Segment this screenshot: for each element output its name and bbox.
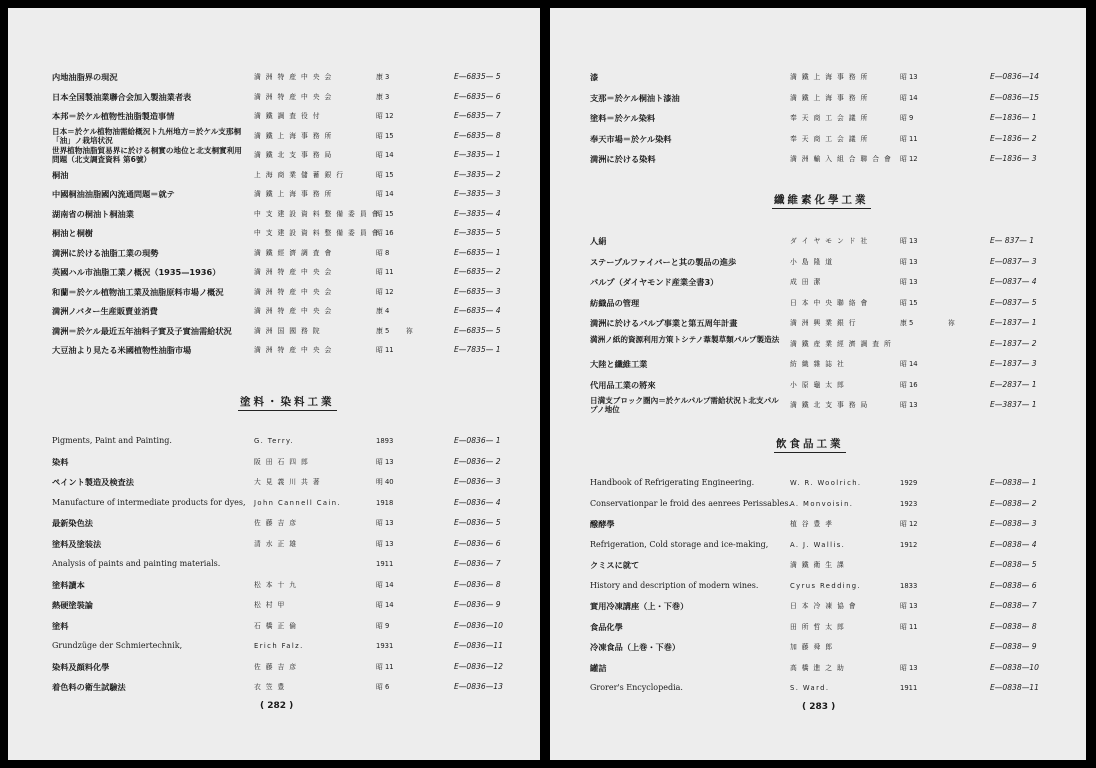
entry-publisher: 満 洲 特 産 中 央 会 xyxy=(254,268,333,276)
entry-year: 1833 xyxy=(900,581,918,590)
entry-title: Conservationpar le froid des aenrees Perissables. xyxy=(590,498,791,508)
entry-publisher: 衣 笠 豊 xyxy=(254,683,286,691)
entry-code: E—0837— 3 xyxy=(990,256,1037,266)
entry-publisher: A. Monvoisin. xyxy=(790,499,854,508)
entry-code: E—3837— 1 xyxy=(990,400,1037,409)
entry-note: 祢 xyxy=(406,326,413,335)
list-item xyxy=(8,619,540,633)
entry-title: 實用冷凍講座（上・下巻） xyxy=(590,601,689,611)
entry-title: 日満支ブロック圏內＝於ケルパルプ需給状況ト北支パルプノ地位 xyxy=(590,396,779,414)
entry-code: E—0836— 4 xyxy=(454,497,501,507)
entry-year: 昭 13 xyxy=(376,539,394,548)
entry-code: E—3835— 3 xyxy=(454,189,501,198)
entry-code: E—0836— 6 xyxy=(454,538,501,548)
list-item xyxy=(550,517,1086,531)
entry-title: 人絹 xyxy=(590,236,607,246)
entry-publisher: 松 本 十 九 xyxy=(254,580,298,589)
entry-code: E—1837— 3 xyxy=(990,359,1037,368)
list-item xyxy=(550,255,1086,269)
section-title: 飲食品工業 xyxy=(774,436,846,453)
list-item xyxy=(8,109,540,123)
list-item xyxy=(8,343,540,357)
right-page xyxy=(550,8,1086,760)
entry-year: 1912 xyxy=(900,540,918,549)
list-item xyxy=(8,496,540,510)
entry-year: 明 40 xyxy=(376,478,394,486)
entry-year: 昭 8 xyxy=(376,248,390,257)
entry-title: Pigments, Paint and Painting. xyxy=(52,436,172,445)
entry-code: E—0837— 4 xyxy=(990,277,1037,286)
entry-year: 1931 xyxy=(376,642,394,650)
entry-code: E—0838— 6 xyxy=(990,580,1037,590)
entry-code: E—0837— 5 xyxy=(990,297,1037,307)
entry-year: 昭 15 xyxy=(900,298,918,307)
entry-code: E—0836—10 xyxy=(454,620,503,630)
entry-code: E—0836— 1 xyxy=(454,436,501,445)
entry-publisher: 満 鐵 衛 生 課 xyxy=(790,561,846,569)
list-item xyxy=(550,132,1086,146)
list-item xyxy=(8,285,540,299)
entry-publisher: 紡 織 雜 誌 社 xyxy=(790,360,846,368)
entry-code: E—6835— 7 xyxy=(454,111,501,120)
entry-title: Grorer's Encyclopedia. xyxy=(590,683,683,692)
entry-title: Grundzüge der Schmiertechnik, xyxy=(52,641,183,650)
entry-publisher: 満 鐵 北 支 事 務 局 xyxy=(790,401,869,409)
list-item xyxy=(8,187,540,201)
entry-year: 昭 9 xyxy=(900,114,914,122)
entry-title: 桐油 xyxy=(52,169,69,180)
entry-year: 昭 14 xyxy=(376,190,394,198)
entry-year: 昭 11 xyxy=(376,346,394,354)
list-item xyxy=(550,275,1086,289)
entry-publisher: 加 藤 舜 郎 xyxy=(790,643,834,651)
entry-year: 昭 14 xyxy=(376,580,394,589)
entry-code: E—0836— 7 xyxy=(454,559,501,568)
entry-title: 代用品工業の將來 xyxy=(590,379,656,390)
entry-publisher: 満 鐵 産 業 經 濟 調 査 所 xyxy=(790,339,893,348)
section-title: 纖維素化學工業 xyxy=(772,192,871,209)
entry-publisher: 高 橋 進 之 助 xyxy=(790,663,846,672)
entry-title: 日本全国製油業聯合会加入製油業者表 xyxy=(52,91,192,102)
entry-title: 内地油脂界の現況 xyxy=(52,72,118,82)
entry-title: 中國桐油油脂國內流通問題＝就テ xyxy=(52,189,175,199)
entry-title: 最新染色法 xyxy=(52,518,93,528)
entry-code: E—0838— 9 xyxy=(990,642,1037,651)
entry-title: 英國ハル市油脂工業ノ概況（1935—1936） xyxy=(52,267,221,277)
entry-year: 1911 xyxy=(376,560,394,568)
list-item xyxy=(550,70,1086,84)
list-item xyxy=(550,620,1086,634)
entry-publisher: 満 洲 特 産 中 央 会 xyxy=(254,73,333,81)
list-item xyxy=(8,434,540,448)
entry-publisher: 満 洲 輸 入 組 合 聯 合 會 xyxy=(790,155,893,163)
entry-publisher: John Cannell Cain. xyxy=(254,498,342,507)
entry-year: 康 5 xyxy=(376,326,390,335)
list-item xyxy=(8,660,540,674)
entry-title: 湖南省の桐油ト桐油業 xyxy=(52,208,134,219)
entry-code: E—6835— 5 xyxy=(454,325,501,335)
entry-code: E—0836—13 xyxy=(454,682,503,691)
entry-code: E—6835— 5 xyxy=(454,72,501,81)
entry-publisher: 中 支 建 設 資 料 整 備 委 員 會 xyxy=(254,229,380,237)
list-item xyxy=(8,246,540,260)
list-item xyxy=(8,126,540,145)
entry-code: E—1836— 2 xyxy=(990,133,1037,143)
entry-publisher: Erich Falz. xyxy=(254,642,304,650)
list-item xyxy=(550,152,1086,166)
list-item xyxy=(550,334,1086,351)
page-number: ( 282 ) xyxy=(260,701,294,711)
list-item xyxy=(550,398,1086,412)
list-item xyxy=(8,598,540,612)
entry-code: E—0836—11 xyxy=(454,641,503,650)
entry-publisher: G. Terry. xyxy=(254,437,295,445)
entry-title: 塗料及塗装法 xyxy=(52,538,102,549)
entry-code: E—0836— 3 xyxy=(454,477,501,486)
list-item xyxy=(8,639,540,653)
entry-code: E—0838— 7 xyxy=(990,601,1037,610)
entry-publisher: Cyrus Redding. xyxy=(790,581,862,590)
entry-code: E—3835— 1 xyxy=(454,150,501,159)
entry-publisher: 奉 天 商 工 会 議 所 xyxy=(790,114,869,122)
entry-title: 冷凍食品（上巻・下巻） xyxy=(590,642,681,652)
entry-code: E—0838—10 xyxy=(990,662,1039,672)
entry-code: E—0836—15 xyxy=(990,92,1039,102)
entry-publisher: 植 谷 豊 孝 xyxy=(790,520,834,528)
left-page xyxy=(8,8,540,760)
entry-year: 昭 13 xyxy=(900,401,918,409)
entry-title: 満洲ノバター生産販賣並消費 xyxy=(52,306,158,316)
entry-title: 満洲＝於ケル最近五年油料子實及子實油需給状況 xyxy=(52,325,232,336)
entry-publisher: 満 鐵 上 海 事 務 所 xyxy=(790,73,869,81)
list-item xyxy=(8,475,540,489)
entry-title: クミスに就て xyxy=(590,560,640,570)
list-item xyxy=(550,296,1086,310)
list-item xyxy=(8,578,540,592)
entry-year: 康 5 xyxy=(900,319,914,327)
entry-title: 熱硬塗裝論 xyxy=(52,600,93,610)
entry-title: 満洲に於ける染料 xyxy=(590,154,656,164)
list-item xyxy=(8,304,540,318)
entry-year: 昭 15 xyxy=(376,170,394,179)
entry-code: E—0838— 8 xyxy=(990,621,1037,631)
entry-year: 昭 11 xyxy=(376,268,394,276)
entry-publisher: 佐 藤 吉 彦 xyxy=(254,519,298,527)
entry-title: 漆 xyxy=(590,72,599,82)
entry-title: 塗料讀本 xyxy=(52,579,85,590)
entry-title: パルプ（ダイヤモンド産業全書3） xyxy=(590,277,719,287)
entry-title: 塗料 xyxy=(52,620,69,631)
entry-publisher: 清 水 正 雄 xyxy=(254,539,298,548)
list-item xyxy=(550,599,1086,613)
entry-year: 昭 14 xyxy=(376,601,394,609)
entry-publisher: 小 原 龜 太 郎 xyxy=(790,380,846,389)
entry-publisher: 満 洲 興 業 銀 行 xyxy=(790,319,857,327)
entry-publisher: 満 洲 特 産 中 央 会 xyxy=(254,92,333,101)
entry-publisher: 満 洲 特 産 中 央 会 xyxy=(254,287,333,296)
entry-year: 昭 6 xyxy=(376,683,390,691)
entry-code: E—0836— 5 xyxy=(454,518,501,527)
list-item xyxy=(550,357,1086,371)
entry-code: E—0836— 8 xyxy=(454,579,501,589)
entry-title: 世界植物油脂貿易界に於ける桐實の地位と北支桐實利用問題（北支調査資料 第6號） xyxy=(52,146,242,164)
list-item xyxy=(550,476,1086,490)
entry-year: 1918 xyxy=(376,498,394,507)
entry-publisher: 満 鐵 上 海 事 務 所 xyxy=(254,190,333,198)
list-item xyxy=(550,538,1086,552)
entry-title: 大陸と纖維工業 xyxy=(590,359,648,369)
entry-code: E—2837— 1 xyxy=(990,379,1037,389)
entry-code: E—0836— 9 xyxy=(454,600,501,609)
entry-title: 満洲に於ける油脂工業の現勢 xyxy=(52,247,159,258)
entry-year: 昭 16 xyxy=(376,229,394,237)
entry-year: 康 3 xyxy=(376,73,390,81)
entry-year: 昭 15 xyxy=(376,131,394,140)
entry-publisher: ダ イ ヤ モ ン ド 社 xyxy=(790,237,869,245)
entry-publisher: 満 鐵 經 濟 調 査 會 xyxy=(254,248,333,257)
entry-title: 桐油と桐樹 xyxy=(52,228,93,238)
entry-code: E—3835— 2 xyxy=(454,169,501,179)
entry-year: 1893 xyxy=(376,437,394,445)
entry-code: E—7835— 1 xyxy=(454,345,501,354)
list-item xyxy=(550,681,1086,695)
entry-title: ペイント製造及検査法 xyxy=(52,477,134,487)
entry-code: E—0838— 2 xyxy=(990,498,1037,508)
list-item xyxy=(550,497,1086,511)
entry-title: Handbook of Refrigerating Engineering. xyxy=(590,478,755,487)
entry-code: E—0836—14 xyxy=(990,72,1039,81)
list-item xyxy=(8,516,540,530)
entry-year: 昭 13 xyxy=(900,278,918,286)
entry-year: 昭 12 xyxy=(900,520,918,528)
entry-year: 昭 12 xyxy=(900,155,918,163)
list-item xyxy=(8,70,540,84)
entry-code: E—1836— 1 xyxy=(990,113,1037,122)
entry-title: 本邦＝於ケル植物性油脂製造事情 xyxy=(52,111,175,121)
entry-publisher: S. Ward. xyxy=(790,684,830,692)
entry-publisher: 満 鐵 北 支 事 務 局 xyxy=(254,151,333,159)
entry-year: 昭 11 xyxy=(900,134,918,143)
entry-publisher: 小 島 隆 道 xyxy=(790,257,834,266)
entry-year: 昭 13 xyxy=(900,663,918,672)
entry-code: E—0838— 4 xyxy=(990,539,1037,549)
entry-year: 昭 13 xyxy=(900,602,918,610)
entry-year: 昭 13 xyxy=(376,457,394,466)
entry-year: 昭 14 xyxy=(900,360,918,368)
entry-title: 和蘭＝於ケル植物油工業及油脂原料市場ノ概況 xyxy=(52,286,224,297)
entry-year: 1923 xyxy=(900,499,918,508)
entry-title: 紡織品の管理 xyxy=(590,297,640,308)
entry-publisher: 奉 天 商 工 会 議 所 xyxy=(790,134,869,143)
entry-year: 昭 14 xyxy=(376,151,394,159)
entry-year: 昭 13 xyxy=(900,73,918,81)
entry-code: E—6835— 3 xyxy=(454,286,501,296)
entry-title: 満洲に於けるパルプ事業と第五周年計畫 xyxy=(590,318,738,328)
entry-title: 塗料＝於ケル染料 xyxy=(590,113,656,123)
entry-year: 昭 12 xyxy=(376,112,394,120)
entry-code: E—6835— 8 xyxy=(454,130,501,140)
entry-publisher: 満 洲 特 産 中 央 会 xyxy=(254,307,333,315)
entry-code: E—6835— 1 xyxy=(454,247,501,257)
list-item xyxy=(8,455,540,469)
entry-year: 昭 13 xyxy=(900,257,918,266)
entry-title: 染料及顔料化學 xyxy=(52,661,110,672)
entry-code: E—3835— 4 xyxy=(454,208,501,218)
entry-title: Refrigeration, Cold storage and ice-making, xyxy=(590,539,769,549)
entry-code: E—1837— 2 xyxy=(990,338,1037,348)
entry-title: Manufacture of intermediate products for dyes, xyxy=(52,497,246,507)
entry-title: 支那＝於ケル桐油ト漆油 xyxy=(590,92,680,103)
entry-publisher: A. J. Wallis. xyxy=(790,540,846,549)
entry-code: E—6835— 2 xyxy=(454,267,501,276)
entry-publisher: 上 海 商 業 儲 蓄 銀 行 xyxy=(254,170,345,179)
entry-note: 祢 xyxy=(948,319,955,327)
entry-code: E—0838—11 xyxy=(990,683,1039,692)
entry-publisher: 田 所 哲 太 郎 xyxy=(790,622,846,631)
entry-title: 日本＝於ケル植物油需給概況ト九州地方＝於ケル支那桐「油」ノ栽培状況 xyxy=(52,126,242,145)
entry-title: ステープルファイバーと其の製品の進歩 xyxy=(590,256,737,267)
entry-year: 昭 13 xyxy=(900,237,918,245)
entry-year: 1911 xyxy=(900,684,918,692)
list-item xyxy=(8,265,540,279)
entry-code: E—3835— 5 xyxy=(454,228,501,237)
list-item xyxy=(550,111,1086,125)
entry-year: 1929 xyxy=(900,479,918,487)
entry-publisher: 大 見 義 川 共 著 xyxy=(254,478,321,486)
list-item xyxy=(8,537,540,551)
entry-publisher: 満 洲 特 産 中 央 会 xyxy=(254,346,333,354)
entry-publisher: 満 鐵 上 海 事 務 所 xyxy=(254,131,333,140)
list-item xyxy=(550,579,1086,593)
entry-year: 昭 9 xyxy=(376,621,390,630)
entry-code: E—1836— 3 xyxy=(990,154,1037,163)
entry-publisher: 成 田 潔 xyxy=(790,278,822,286)
entry-publisher: W. R. Woolrich. xyxy=(790,479,862,487)
entry-code: E— 837— 1 xyxy=(990,236,1035,245)
entry-year: 昭 16 xyxy=(900,380,918,389)
entry-title: History and description of modern wines. xyxy=(590,580,759,590)
entry-title: 食品化學 xyxy=(590,621,623,632)
entry-publisher: 満 鐵 調 査 役 付 xyxy=(254,112,321,120)
entry-title: 醱酵學 xyxy=(590,519,615,529)
entry-code: E—6835— 4 xyxy=(454,306,501,315)
book-gutter xyxy=(540,0,550,768)
entry-publisher: 阪 田 石 四 郎 xyxy=(254,457,310,466)
entry-year: 昭 11 xyxy=(900,622,918,631)
entry-publisher: 日 本 中 央 聯 絡 會 xyxy=(790,298,869,307)
entry-code: E—0836—12 xyxy=(454,661,503,671)
entry-title: 満洲ノ紙的資源利用方策トシテノ葦製草類パルプ製造法 xyxy=(590,334,780,344)
entry-title: 罐詰 xyxy=(590,662,607,673)
list-item xyxy=(8,168,540,182)
entry-publisher: 石 橋 正 倫 xyxy=(254,621,298,630)
entry-title: 着色料の衛生試驗法 xyxy=(52,682,126,692)
entry-publisher: 日 本 冷 凍 協 會 xyxy=(790,602,857,610)
list-item xyxy=(550,661,1086,675)
entry-publisher: 中 支 建 設 資 料 整 備 委 員 會 xyxy=(254,209,380,218)
entry-title: 染料 xyxy=(52,456,69,467)
entry-year: 昭 11 xyxy=(376,662,394,671)
list-item xyxy=(550,640,1086,654)
list-item xyxy=(8,680,540,694)
list-item xyxy=(8,207,540,221)
entry-code: E—0838— 1 xyxy=(990,478,1037,487)
list-item xyxy=(550,316,1086,330)
list-item xyxy=(8,90,540,104)
entry-code: E—0838— 3 xyxy=(990,519,1037,528)
page-number: ( 283 ) xyxy=(802,702,836,712)
entry-year: 昭 14 xyxy=(900,93,918,102)
list-item xyxy=(8,557,540,571)
entry-code: E—1837— 1 xyxy=(990,318,1037,327)
entry-year: 康 4 xyxy=(376,307,390,315)
entry-year: 昭 15 xyxy=(376,209,394,218)
section-title: 塗料・染料工業 xyxy=(238,394,337,411)
entry-publisher: 満 鐵 上 海 事 務 所 xyxy=(790,93,869,102)
entry-title: 大豆油より見たる米國植物性油脂市場 xyxy=(52,345,192,355)
list-item xyxy=(550,378,1086,392)
entry-year: 昭 12 xyxy=(376,287,394,296)
entry-publisher: 松 村 甲 xyxy=(254,601,286,609)
list-item xyxy=(550,234,1086,248)
entry-title: Analysis of paints and painting materials. xyxy=(52,559,221,568)
entry-year: 昭 13 xyxy=(376,519,394,527)
list-item xyxy=(8,226,540,240)
list-item xyxy=(8,148,540,162)
list-item xyxy=(550,558,1086,572)
entry-publisher: 満 洲 国 國 務 院 xyxy=(254,326,321,335)
entry-code: E—0836— 2 xyxy=(454,456,501,466)
entry-publisher: 佐 藤 吉 彦 xyxy=(254,662,298,671)
list-item xyxy=(550,91,1086,105)
entry-year: 康 3 xyxy=(376,92,390,101)
entry-title: 奉天市場＝於ケル染料 xyxy=(590,133,672,144)
entry-code: E—6835— 6 xyxy=(454,91,501,101)
list-item xyxy=(8,324,540,338)
entry-code: E—0838— 5 xyxy=(990,560,1037,569)
